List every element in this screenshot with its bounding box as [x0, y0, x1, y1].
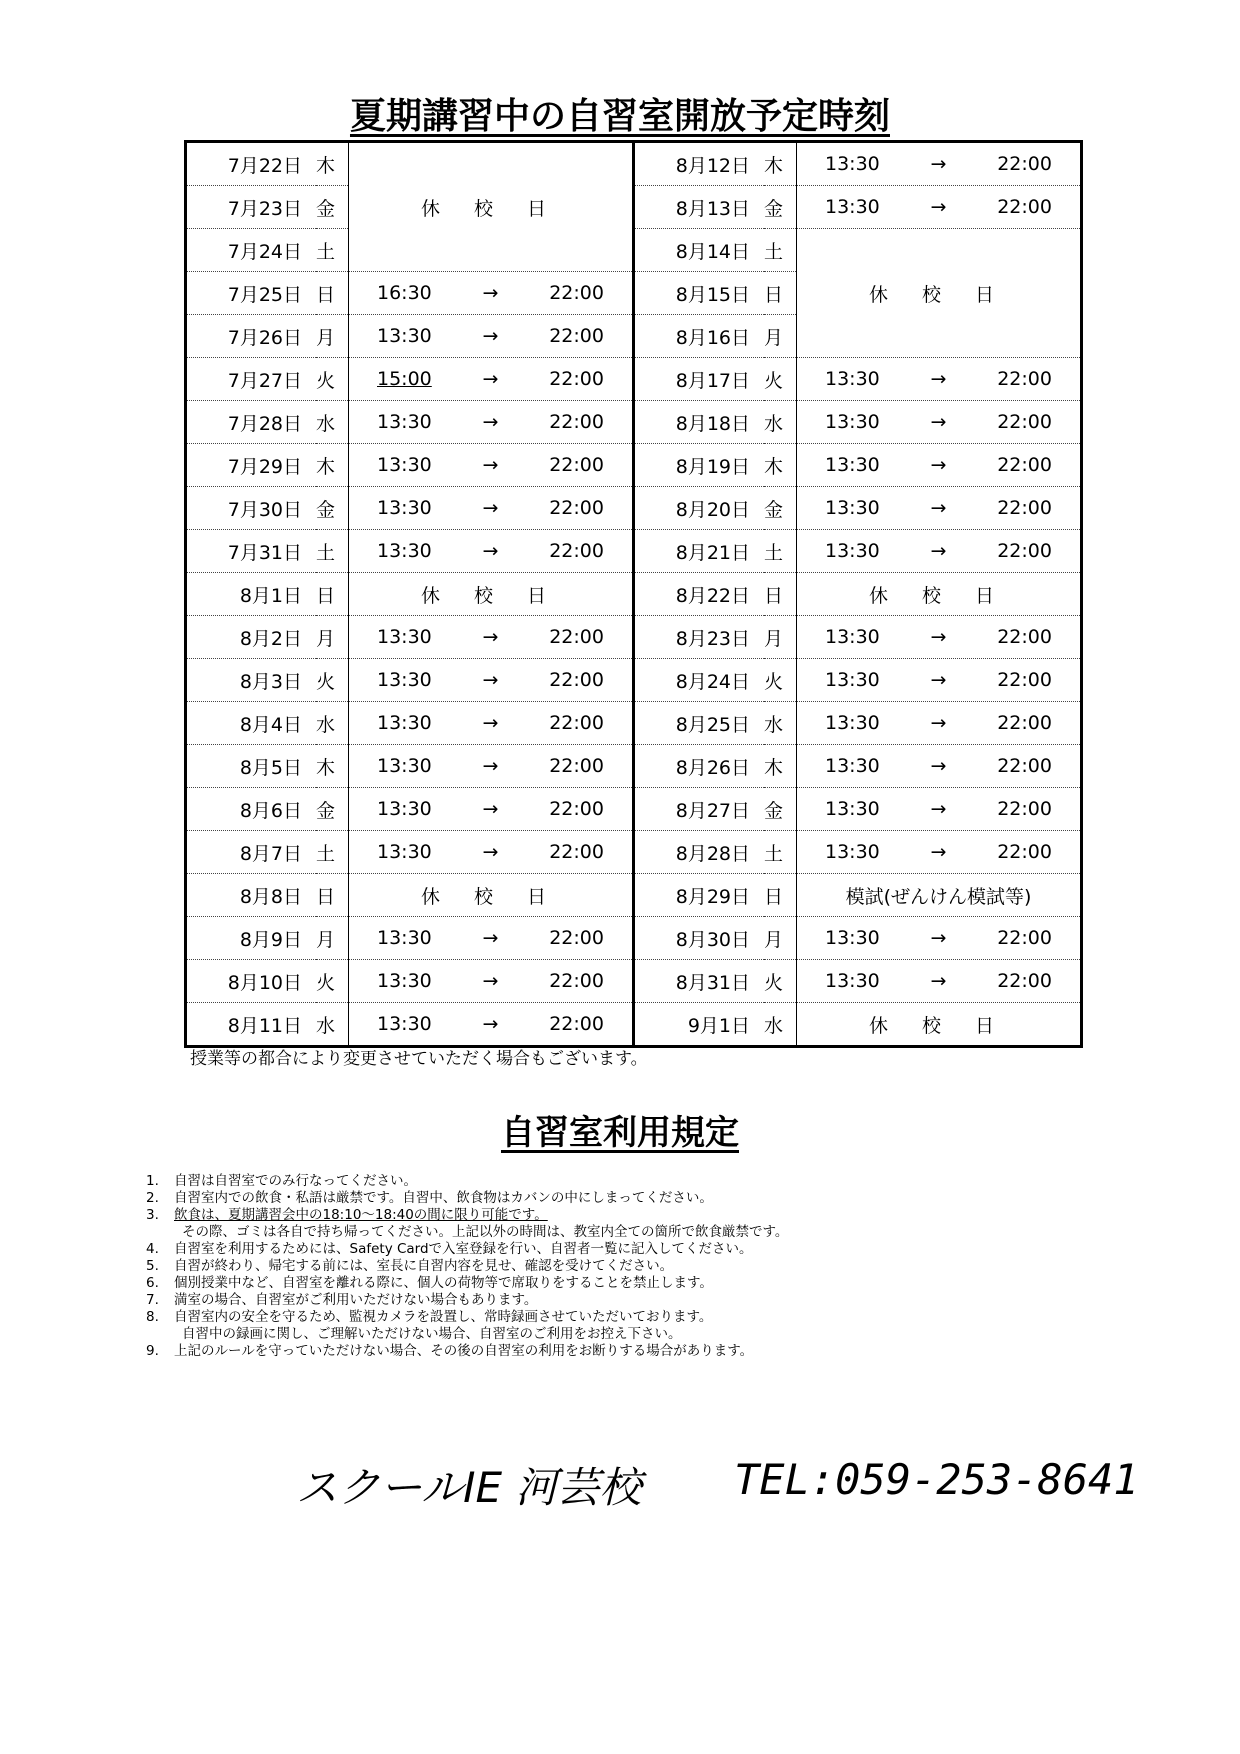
left-time	[349, 487, 634, 530]
right-weekday: 日	[764, 573, 797, 616]
left-weekday: 火	[316, 358, 349, 401]
right-weekday: 月	[764, 315, 797, 358]
left-weekday: 金	[316, 788, 349, 831]
right-weekday: 土	[764, 229, 797, 272]
right-weekday: 火	[764, 960, 797, 1003]
l-start-time: 13:30	[377, 626, 432, 648]
r-end-time: 22:00	[997, 669, 1052, 691]
arrow-icon: →	[930, 540, 947, 562]
right-weekday: 金	[764, 788, 797, 831]
r-start-time: 13:30	[825, 669, 880, 691]
arrow-icon: →	[482, 454, 499, 476]
arrow-icon: →	[930, 712, 947, 734]
page-title: 夏期講習中の自習室開放予定時刻	[349, 96, 890, 137]
r-end-time: 22:00	[997, 798, 1052, 820]
rule-text: 飲食は、夏期講習会中の18:10～18:40の間に限り可能です。	[174, 1207, 548, 1223]
left-weekday: 日	[316, 573, 349, 616]
school-name: スクールIE 河芸校	[296, 1463, 642, 1512]
l-start-time: 13:30	[377, 454, 432, 476]
left-date: 7月30日	[186, 487, 317, 530]
arrow-icon: →	[482, 497, 499, 519]
rule-number: 6.	[146, 1275, 159, 1291]
arrow-icon: →	[930, 368, 947, 390]
arrow-icon: →	[482, 712, 499, 734]
l-start-time: 13:30	[377, 411, 432, 433]
rules-list	[146, 1173, 1146, 1360]
l-start-time: 15:00	[377, 368, 432, 390]
right-weekday: 土	[764, 530, 797, 573]
rule-number: 5.	[146, 1258, 159, 1274]
r-end-time: 22:00	[997, 196, 1052, 218]
table-row	[186, 831, 1082, 874]
l-start-time: 13:30	[377, 497, 432, 519]
rule-text: 自習が終わり、帰宅する前には、室長に自習内容を見せ、確認を受けてください。	[174, 1258, 674, 1274]
table-row	[186, 1003, 1082, 1047]
right-time	[797, 142, 1082, 186]
arrow-icon: →	[930, 411, 947, 433]
left-date: 8月8日	[186, 874, 317, 917]
table-row	[186, 917, 1082, 960]
right-time	[797, 487, 1082, 530]
arrow-icon: →	[930, 196, 947, 218]
right-weekday: 木	[764, 444, 797, 487]
arrow-icon: →	[930, 755, 947, 777]
left-time	[349, 917, 634, 960]
arrow-icon: →	[930, 798, 947, 820]
r-end-time: 22:00	[997, 368, 1052, 390]
right-date: 8月20日	[634, 487, 765, 530]
arrow-icon: →	[930, 626, 947, 648]
rule-number: 1.	[146, 1173, 159, 1189]
left-date: 7月24日	[186, 229, 317, 272]
right-date: 8月22日	[634, 573, 765, 616]
right-date: 8月25日	[634, 702, 765, 745]
right-weekday: 日	[764, 272, 797, 315]
l-end-time: 22:00	[549, 669, 604, 691]
left-weekday: 水	[316, 1003, 349, 1047]
r-end-time: 22:00	[997, 497, 1052, 519]
right-time	[797, 745, 1082, 788]
left-time	[349, 272, 634, 315]
arrow-icon: →	[482, 755, 499, 777]
rule-text: 自習室を利用するためには、Safety Cardで入室登録を行い、自習者一覧に記入してください。	[174, 1241, 753, 1257]
right-date: 8月24日	[634, 659, 765, 702]
rule-text: 個別授業中など、自習室を離れる際に、個人の荷物等で席取りをすることを禁止します。	[174, 1275, 713, 1291]
rule-number: 7.	[146, 1292, 159, 1308]
rule-number: 3.	[146, 1207, 159, 1223]
rule-continuation: 自習中の録画に関し、ご理解いただけない場合、自習室のご利用をお控え下さい。	[182, 1326, 682, 1342]
r-start-time: 13:30	[825, 454, 880, 476]
rule-item	[146, 1258, 1146, 1275]
table-row	[186, 186, 1082, 229]
r-end-time: 22:00	[997, 712, 1052, 734]
right-weekday: 月	[764, 616, 797, 659]
left-weekday: 木	[316, 142, 349, 186]
left-date: 8月11日	[227, 1014, 302, 1037]
left-weekday: 月	[316, 616, 349, 659]
right-time	[797, 401, 1082, 444]
arrow-icon: →	[482, 368, 499, 390]
l-end-time: 22:00	[549, 540, 604, 562]
left-time	[349, 745, 634, 788]
arrow-icon: →	[482, 411, 499, 433]
left-time: 休 校 日	[349, 874, 634, 917]
r-end-time: 22:00	[997, 755, 1052, 777]
l-end-time: 22:00	[549, 798, 604, 820]
arrow-icon: →	[930, 454, 947, 476]
right-weekday: 日	[764, 874, 797, 917]
l-end-time: 22:00	[549, 841, 604, 863]
rule-item	[146, 1343, 1146, 1360]
rule-text: 自習は自習室でのみ行なってください。	[174, 1173, 417, 1189]
table-row	[186, 573, 1082, 616]
right-time	[797, 788, 1082, 831]
left-date: 8月2日	[186, 616, 317, 659]
right-time	[797, 616, 1082, 659]
l-start-time: 13:30	[377, 841, 432, 863]
rule-item	[146, 1207, 1146, 1224]
right-weekday: 金	[764, 186, 797, 229]
l-start-time: 16:30	[377, 282, 432, 304]
rule-item	[146, 1309, 1146, 1326]
left-time	[349, 659, 634, 702]
table-row	[186, 487, 1082, 530]
right-time	[797, 186, 1082, 229]
table-row	[186, 616, 1082, 659]
right-time	[797, 444, 1082, 487]
left-time	[349, 831, 634, 874]
right-weekday: 水	[764, 1003, 797, 1047]
right-date: 8月13日	[634, 186, 765, 229]
left-date: 7月25日	[186, 272, 317, 315]
left-date: 7月31日	[186, 530, 317, 573]
right-weekday: 火	[764, 659, 797, 702]
left-time	[349, 960, 634, 1003]
right-date: 8月17日	[634, 358, 765, 401]
left-time	[349, 358, 634, 401]
left-weekday: 木	[316, 745, 349, 788]
table-row	[186, 702, 1082, 745]
left-weekday: 金	[316, 186, 349, 229]
rule-number: 8.	[146, 1309, 159, 1325]
r-start-time: 13:30	[825, 196, 880, 218]
left-time	[349, 315, 634, 358]
l-start-time: 13:30	[377, 669, 432, 691]
right-weekday: 土	[764, 831, 797, 874]
l-end-time: 22:00	[549, 1013, 604, 1035]
table-row	[186, 358, 1082, 401]
table-row	[186, 142, 1082, 186]
l-end-time: 22:00	[549, 497, 604, 519]
right-date: 8月26日	[634, 745, 765, 788]
left-weekday: 土	[316, 530, 349, 573]
l-end-time: 22:00	[549, 368, 604, 390]
right-date: 9月1日	[687, 1014, 750, 1037]
l-end-time: 22:00	[549, 454, 604, 476]
l-end-time: 22:00	[549, 927, 604, 949]
l-end-time: 22:00	[549, 325, 604, 347]
left-weekday: 土	[316, 229, 349, 272]
left-date: 8月9日	[186, 917, 317, 960]
right-closed-day: 休 校 日	[797, 229, 1082, 358]
table-row	[186, 960, 1082, 1003]
left-weekday: 土	[316, 831, 349, 874]
left-closed-day: 休 校 日	[349, 142, 634, 272]
r-start-time: 13:30	[825, 497, 880, 519]
right-date: 8月18日	[634, 401, 765, 444]
l-end-time: 22:00	[549, 755, 604, 777]
left-date: 8月6日	[186, 788, 317, 831]
right-weekday: 木	[764, 745, 797, 788]
arrow-icon: →	[930, 970, 947, 992]
left-date: 8月5日	[186, 745, 317, 788]
school-phone: TEL:059-253-8641	[734, 1455, 1139, 1504]
rule-item	[146, 1275, 1146, 1292]
r-end-time: 22:00	[997, 970, 1052, 992]
rule-number: 9.	[146, 1343, 159, 1359]
l-end-time: 22:00	[549, 712, 604, 734]
l-start-time: 13:30	[377, 927, 432, 949]
arrow-icon: →	[482, 927, 499, 949]
r-start-time: 13:30	[825, 411, 880, 433]
right-date: 8月31日	[634, 960, 765, 1003]
right-time	[797, 831, 1082, 874]
rule-item	[146, 1173, 1146, 1190]
right-weekday: 火	[764, 358, 797, 401]
arrow-icon: →	[930, 497, 947, 519]
r-start-time: 13:30	[825, 927, 880, 949]
right-date: 8月12日	[634, 142, 765, 186]
r-end-time: 22:00	[997, 454, 1052, 476]
left-weekday: 火	[316, 659, 349, 702]
l-start-time: 13:30	[377, 712, 432, 734]
right-time: 休 校 日	[797, 573, 1082, 616]
l-start-time: 13:30	[377, 755, 432, 777]
left-weekday: 水	[316, 702, 349, 745]
arrow-icon: →	[482, 841, 499, 863]
right-date: 8月14日	[634, 229, 765, 272]
left-weekday: 金	[316, 487, 349, 530]
l-end-time: 22:00	[549, 282, 604, 304]
right-date: 8月15日	[634, 272, 765, 315]
l-start-time: 13:30	[377, 540, 432, 562]
arrow-icon: →	[930, 669, 947, 691]
right-time: 休 校 日	[868, 1014, 1009, 1037]
left-date: 7月27日	[186, 358, 317, 401]
left-time	[349, 530, 634, 573]
r-end-time: 22:00	[997, 626, 1052, 648]
r-start-time: 13:30	[825, 626, 880, 648]
left-time	[349, 788, 634, 831]
left-date: 7月28日	[186, 401, 317, 444]
table-row	[186, 874, 1082, 917]
rule-item	[146, 1292, 1146, 1309]
right-weekday: 木	[764, 142, 797, 186]
rules-title: 自習室利用規定	[501, 1113, 739, 1153]
r-end-time: 22:00	[997, 540, 1052, 562]
left-weekday: 火	[316, 960, 349, 1003]
right-date: 8月29日	[634, 874, 765, 917]
left-weekday: 木	[316, 444, 349, 487]
arrow-icon: →	[482, 798, 499, 820]
r-end-time: 22:00	[997, 153, 1052, 175]
rule-text: 自習室内の安全を守るため、監視カメラを設置し、常時録画させていただいております。	[174, 1309, 713, 1325]
left-date: 8月10日	[186, 960, 317, 1003]
arrow-icon: →	[482, 325, 499, 347]
right-date: 8月21日	[634, 530, 765, 573]
left-time	[349, 444, 634, 487]
rule-number: 4.	[146, 1241, 159, 1257]
rule-number: 2.	[146, 1190, 159, 1206]
r-start-time: 13:30	[825, 368, 880, 390]
l-end-time: 22:00	[549, 626, 604, 648]
left-date: 8月1日	[186, 573, 317, 616]
r-start-time: 13:30	[825, 798, 880, 820]
l-start-time: 13:30	[377, 1013, 432, 1035]
right-time	[797, 960, 1082, 1003]
arrow-icon: →	[930, 153, 947, 175]
table-row	[186, 745, 1082, 788]
arrow-icon: →	[930, 841, 947, 863]
right-time	[797, 530, 1082, 573]
arrow-icon: →	[482, 626, 499, 648]
r-start-time: 13:30	[825, 970, 880, 992]
r-start-time: 13:30	[825, 540, 880, 562]
left-date: 7月23日	[186, 186, 317, 229]
rule-text: 満室の場合、自習室がご利用いただけない場合もあります。	[174, 1292, 538, 1308]
table-row	[186, 229, 1082, 272]
arrow-icon: →	[482, 970, 499, 992]
right-weekday: 水	[764, 702, 797, 745]
arrow-icon: →	[482, 669, 499, 691]
l-end-time: 22:00	[549, 970, 604, 992]
right-date: 8月27日	[634, 788, 765, 831]
left-time	[349, 702, 634, 745]
arrow-icon: →	[930, 927, 947, 949]
arrow-icon: →	[482, 282, 499, 304]
r-start-time: 13:30	[825, 755, 880, 777]
r-start-time: 13:30	[825, 712, 880, 734]
arrow-icon: →	[482, 540, 499, 562]
left-date: 7月26日	[186, 315, 317, 358]
left-date: 7月22日	[186, 142, 317, 186]
table-row	[186, 401, 1082, 444]
left-date: 8月4日	[186, 702, 317, 745]
left-time	[349, 401, 634, 444]
left-weekday: 日	[316, 272, 349, 315]
rule-item	[146, 1190, 1146, 1207]
l-start-time: 13:30	[377, 970, 432, 992]
r-end-time: 22:00	[997, 927, 1052, 949]
left-date: 7月29日	[186, 444, 317, 487]
left-weekday: 日	[316, 874, 349, 917]
left-weekday: 月	[316, 315, 349, 358]
rule-item	[146, 1241, 1146, 1258]
right-weekday: 月	[764, 917, 797, 960]
right-weekday: 金	[764, 487, 797, 530]
l-end-time: 22:00	[549, 411, 604, 433]
right-date: 8月23日	[634, 616, 765, 659]
r-start-time: 13:30	[825, 841, 880, 863]
r-end-time: 22:00	[997, 841, 1052, 863]
left-weekday: 月	[316, 917, 349, 960]
change-notice: 授業等の都合により変更させていただく場合もございます。	[190, 1049, 648, 1069]
rule-text: 上記のルールを守っていただけない場合、その後の自習室の利用をお断りする場合があります。	[174, 1343, 754, 1359]
right-weekday: 水	[764, 401, 797, 444]
left-time: 休 校 日	[349, 573, 634, 616]
right-time	[797, 702, 1082, 745]
right-time	[797, 358, 1082, 401]
left-time	[349, 616, 634, 659]
left-time	[349, 1003, 634, 1047]
table-row	[186, 444, 1082, 487]
right-time	[797, 917, 1082, 960]
arrow-icon: →	[482, 1013, 499, 1035]
rule-text: 自習室内での飲食・私語は厳禁です。自習中、飲食物はカバンの中にしまってください。	[174, 1190, 713, 1206]
right-date: 8月28日	[634, 831, 765, 874]
left-weekday: 水	[316, 401, 349, 444]
right-time	[797, 659, 1082, 702]
r-end-time: 22:00	[997, 411, 1052, 433]
right-time: 模試(ぜんけん模試等)	[797, 874, 1082, 917]
left-date: 8月3日	[186, 659, 317, 702]
right-date: 8月30日	[634, 917, 765, 960]
l-start-time: 13:30	[377, 798, 432, 820]
table-row	[186, 530, 1082, 573]
r-start-time: 13:30	[825, 153, 880, 175]
left-date: 8月7日	[186, 831, 317, 874]
l-start-time: 13:30	[377, 325, 432, 347]
table-row	[186, 659, 1082, 702]
table-row	[186, 788, 1082, 831]
right-date: 8月19日	[634, 444, 765, 487]
rule-continuation: その際、ゴミは各自で持ち帰ってください。上記以外の時間は、教室内全ての箇所で飲食厳禁です。	[182, 1224, 789, 1240]
right-date: 8月16日	[634, 315, 765, 358]
schedule-table	[184, 140, 1083, 1048]
